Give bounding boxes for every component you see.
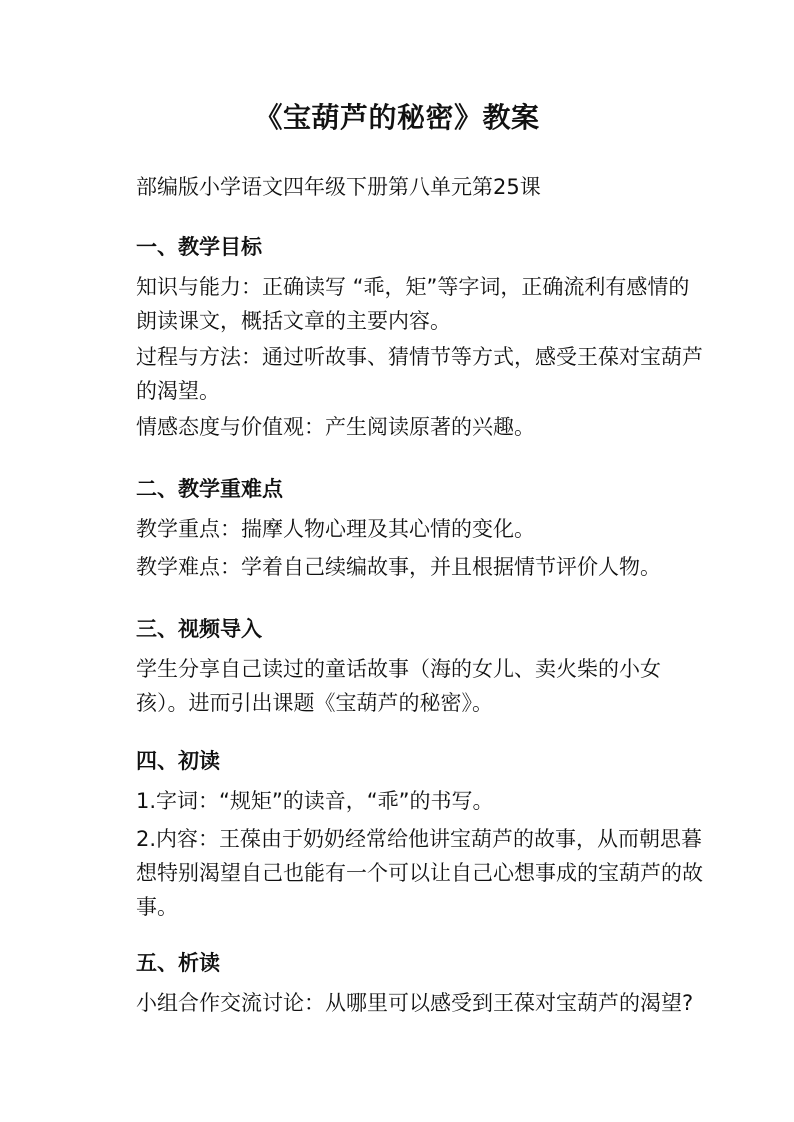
- document-title: 《宝葫芦的秘密》教案: [254, 101, 540, 134]
- section-heading-first-reading: 四、初读: [136, 749, 220, 773]
- paragraph-emotion-values: 情感态度与价值观：产生阅读原著的兴趣。: [136, 415, 535, 439]
- section-heading-objectives: 一、教学目标: [136, 235, 262, 259]
- paragraph-process-method: 过程与方法：通过听故事、猜情节等方式，感受王葆对宝葫芦的渴望。: [136, 345, 703, 403]
- paragraph-content: 2.内容：王葆由于奶奶经常给他讲宝葫芦的故事，从而朝思暮想特别渴望自己也能有一个可以让自己心想事成的宝葫芦的故事。: [136, 827, 703, 919]
- paragraph-knowledge-ability: 知识与能力：正确读写 “乖，矩”等字词，正确流利有感情的朗读课文，概括文章的主要内容。: [136, 275, 690, 333]
- paragraph-vocabulary: 1.字词：“规矩”的读音，“乖”的书写。: [136, 789, 494, 813]
- paragraph-key-point: 教学重点：揣摩人物心理及其心情的变化。: [136, 517, 535, 541]
- section-heading-video-intro: 三、视频导入: [136, 617, 262, 641]
- section-heading-key-points: 二、教学重难点: [136, 477, 283, 501]
- paragraph-group-discussion: 小组合作交流讨论：从哪里可以感受到王葆对宝葫芦的渴望?: [136, 991, 694, 1015]
- paragraph-difficult-point: 教学难点：学着自己续编故事，并且根据情节评价人物。: [136, 555, 661, 579]
- document-subtitle: 部编版小学语文四年级下册第八单元第25课: [136, 175, 541, 199]
- paragraph-video-intro: 学生分享自己读过的童话故事（海的女儿、卖火柴的小女孩）。进而引出课题《宝葫芦的秘密》。: [136, 657, 661, 715]
- section-heading-analysis: 五、析读: [136, 951, 220, 975]
